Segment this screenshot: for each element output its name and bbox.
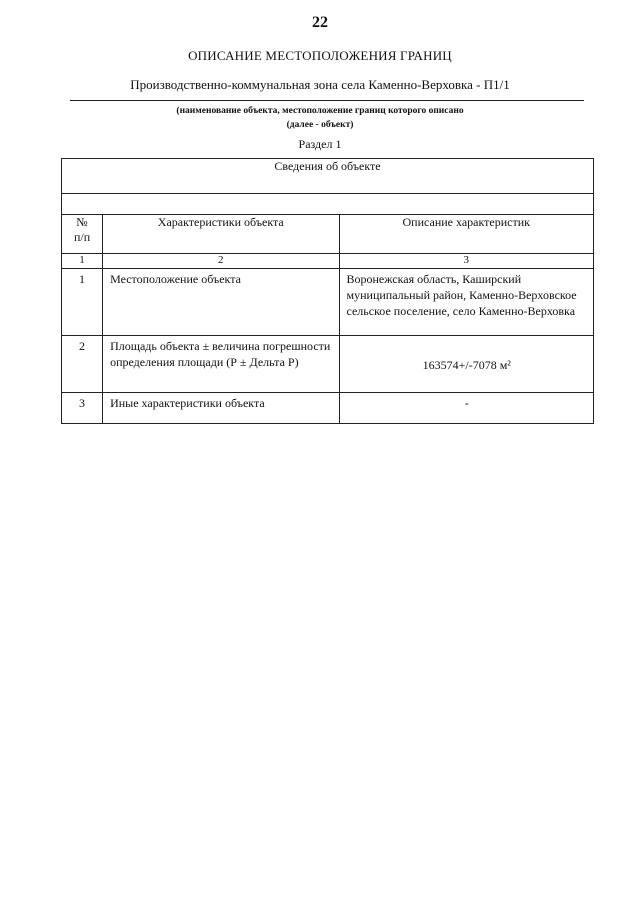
table-spacer-cell: [62, 194, 594, 215]
table-header-row: [62, 215, 594, 254]
object-name: Производственно-коммунальная зона села Каменно-Верховка - П1/1: [130, 77, 510, 92]
document-title: ОПИСАНИЕ МЕСТОПОЛОЖЕНИЯ ГРАНИЦ: [188, 48, 452, 63]
header-description: Описание характеристик: [339, 215, 594, 254]
row-characteristic: Площадь объекта ± величина погрешности определения площади (Р ± Дельта Р): [103, 336, 339, 393]
column-number-1: 1: [62, 254, 103, 269]
page-number: 22: [312, 14, 328, 31]
table-row: [62, 393, 594, 424]
column-number-3: 3: [339, 254, 594, 269]
object-caption: [0, 104, 640, 132]
row-characteristic: Иные характеристики объекта: [103, 393, 339, 424]
title-underline: [70, 100, 584, 101]
table-title: Сведения об объекте: [62, 159, 594, 194]
row-number: 2: [62, 336, 103, 393]
table-row: [62, 269, 594, 336]
row-description: 163574+/-7078 м²: [339, 336, 594, 393]
column-number-row: [62, 254, 594, 269]
caption-line-2: (далее - объект): [286, 120, 354, 130]
row-description: -: [339, 393, 594, 424]
caption-line-1: (наименование объекта, местоположение границ которого описано: [176, 106, 464, 116]
table-row: [62, 336, 594, 393]
column-number-2: 2: [103, 254, 339, 269]
section-heading: Раздел 1: [298, 137, 342, 151]
header-number: № п/п: [62, 215, 103, 254]
table-spacer-row: [62, 194, 594, 215]
row-number: 1: [62, 269, 103, 336]
header-characteristic: Характеристики объекта: [103, 215, 339, 254]
row-number: 3: [62, 393, 103, 424]
row-characteristic: Местоположение объекта: [103, 269, 339, 336]
table-title-row: [62, 159, 594, 194]
object-info-table: [61, 158, 594, 424]
row-description: Воронежская область, Каширский муниципальный район, Каменно-Верховское сельское поселение, село Каменно-Верховка: [339, 269, 594, 336]
